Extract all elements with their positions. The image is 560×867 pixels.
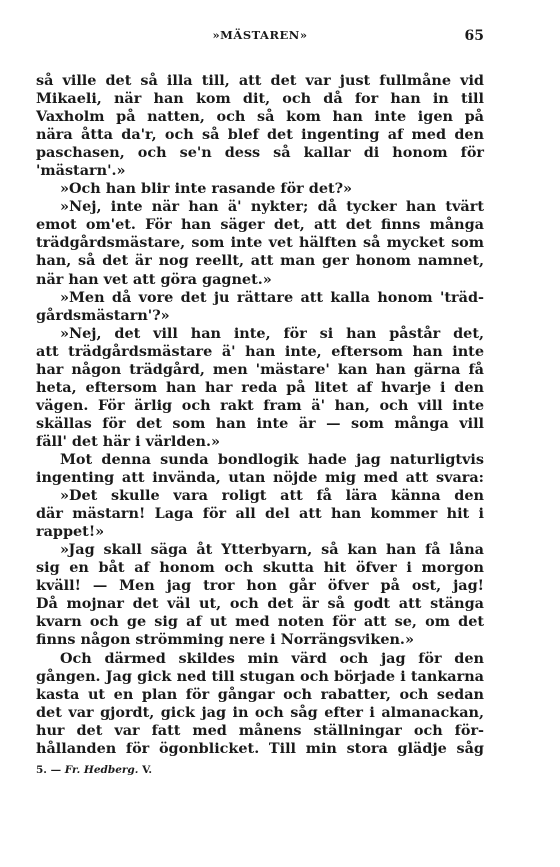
text-line: ingenting att invända, utan nöjde mig med att svara: — [36, 469, 484, 487]
text-line: nära åtta da'r, och så blef det ingenting af med den — [36, 126, 484, 144]
text-line: kasta ut en plan för gångar och rabatter, och sedan — [36, 685, 484, 703]
running-title: »MÄSTAREN» — [212, 28, 308, 42]
text-line: sig en båt af honom och skutta hit öfver i morgon — [36, 559, 484, 577]
running-head — [36, 28, 484, 52]
text-line: så ville det så illa till, att det var just fullmåne vid — [36, 72, 484, 89]
text-line: hur det var fatt med månens ställningar och för- — [36, 721, 484, 739]
text-line: gårdsmästarn'?» — [36, 306, 170, 324]
text-line: hållanden för ögonblicket. Till min stora glädje såg — [36, 739, 484, 757]
text-line: skällas för det som han inte är — som många vill — [36, 414, 484, 432]
book-page — [36, 28, 484, 776]
text-line: Vaxholm på natten, och så kom han inte igen på — [36, 108, 484, 126]
text-line: emot om'et. För han säger det, att det finns många — [36, 216, 484, 234]
text-line: Mikaeli, när han kom dit, och då for han in till — [36, 90, 484, 108]
text-line: finns någon strömming nere i Norrängsviken.» — [36, 631, 414, 649]
signature-mark: 5. — — [36, 763, 62, 776]
text-line: att trädgårdsmästare ä' han inte, eftersom han inte — [36, 342, 484, 360]
text-line: »Och han blir inte rasande för det?» — [60, 180, 353, 198]
text-line: vägen. För ärlig och rakt fram ä' han, och vill inte — [36, 396, 484, 414]
page-number: 65 — [464, 28, 484, 44]
signature-volume: V. — [142, 763, 153, 776]
text-line: »Men då vore det ju rättare att kalla honom 'träd- — [60, 288, 484, 306]
text-line: när han vet att göra gagnet.» — [36, 270, 272, 288]
text-line: han, så det är nog reellt, att man ger honom namnet, — [36, 252, 484, 270]
text-line: »Nej, inte när han ä' nykter; då tycker han tvärt — [60, 198, 484, 216]
text-line: »Nej, det vill han inte, för si han påstår det, — [60, 324, 484, 342]
text-line: det var gjordt, gick jag in och såg efter i almanackan, — [36, 703, 484, 721]
text-line: trädgårdsmästare, som inte vet hälften så mycket som — [36, 234, 484, 252]
text-line: »Jag skall säga åt Ytterbyarn, så kan han få låna — [60, 541, 484, 559]
text-line: paschasen, och se'n dess så kallar di honom för — [36, 144, 484, 162]
text-line: gången. Jag gick ned till stugan och började i tankarna — [36, 667, 484, 685]
text-line: kvarn och ge sig af ut med noten för att se, om det — [36, 613, 484, 631]
text-line: »Det skulle vara roligt att få lära känna den — [60, 487, 484, 505]
text-line: 'mästarn'.» — [36, 162, 126, 180]
text-line: Då mojnar det väl ut, och det är så godt att stänga — [36, 595, 484, 613]
body-text — [36, 72, 484, 758]
text-line: har någon trädgård, men 'mästare' kan han gärna få — [36, 360, 484, 378]
printer-signature — [36, 764, 484, 776]
text-line: där mästarn! Laga för all del att han kommer hit i — [36, 505, 484, 523]
text-line: rappet!» — [36, 523, 105, 541]
text-line: fäll' det här i världen.» — [36, 432, 221, 450]
signature-name: Fr. Hedberg. — [64, 763, 139, 776]
text-line: Mot denna sunda bondlogik hade jag naturligtvis — [60, 450, 484, 468]
text-line: Och därmed skildes min värd och jag för den — [60, 649, 484, 667]
text-line: heta, eftersom han har reda på litet af hvarje i den — [36, 378, 484, 396]
text-line: kväll! — Men jag tror hon går öfver på ost, jag! — [36, 577, 484, 595]
